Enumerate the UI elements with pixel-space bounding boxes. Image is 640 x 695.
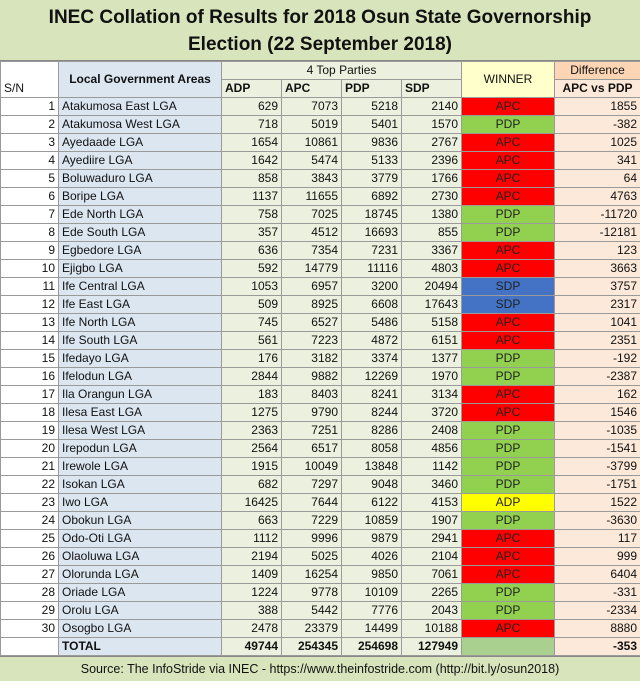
row-apc-votes: 8403 xyxy=(282,386,342,404)
row-sn: 20 xyxy=(1,440,59,458)
row-sdp-votes: 2408 xyxy=(402,422,462,440)
row-apc-vs-pdp: -192 xyxy=(555,350,640,368)
row-apc-votes: 5442 xyxy=(282,602,342,620)
row-sdp-votes: 2730 xyxy=(402,188,462,206)
row-pdp-votes: 4026 xyxy=(342,548,402,566)
row-adp-votes: 2564 xyxy=(222,440,282,458)
row-adp-votes: 561 xyxy=(222,332,282,350)
row-apc-votes: 7073 xyxy=(282,98,342,116)
row-pdp-votes: 12269 xyxy=(342,368,402,386)
row-apc-vs-pdp: -1035 xyxy=(555,422,640,440)
row-lga: Ila Orangun LGA xyxy=(59,386,222,404)
row-apc-vs-pdp: -2387 xyxy=(555,368,640,386)
row-sdp-votes: 2767 xyxy=(402,134,462,152)
row-lga: Ede South LGA xyxy=(59,224,222,242)
row-sn: 23 xyxy=(1,494,59,512)
row-lga: Ilesa West LGA xyxy=(59,422,222,440)
row-apc-votes: 3843 xyxy=(282,170,342,188)
row-apc-votes: 9996 xyxy=(282,530,342,548)
header-sn: S/N xyxy=(1,62,59,98)
table-row xyxy=(1,134,640,152)
row-lga: Boluwaduro LGA xyxy=(59,170,222,188)
row-winner: PDP xyxy=(462,350,555,368)
row-apc-vs-pdp: 64 xyxy=(555,170,640,188)
row-adp-votes: 663 xyxy=(222,512,282,530)
row-apc-votes: 9882 xyxy=(282,368,342,386)
row-sdp-votes: 2140 xyxy=(402,98,462,116)
row-apc-votes: 3182 xyxy=(282,350,342,368)
row-winner: APC xyxy=(462,332,555,350)
row-lga: Irewole LGA xyxy=(59,458,222,476)
header-party-pdp: PDP xyxy=(342,80,402,98)
row-sdp-votes: 20494 xyxy=(402,278,462,296)
row-apc-vs-pdp: -382 xyxy=(555,116,640,134)
row-apc-vs-pdp: -12181 xyxy=(555,224,640,242)
row-sn: 2 xyxy=(1,116,59,134)
row-pdp-votes: 11116 xyxy=(342,260,402,278)
row-apc-votes: 23379 xyxy=(282,620,342,638)
row-adp-votes: 758 xyxy=(222,206,282,224)
row-adp-votes: 2478 xyxy=(222,620,282,638)
row-adp-votes: 16425 xyxy=(222,494,282,512)
row-sn: 17 xyxy=(1,386,59,404)
title-line-2: Election (22 September 2018) xyxy=(188,34,452,55)
row-pdp-votes: 9836 xyxy=(342,134,402,152)
row-sdp-votes: 855 xyxy=(402,224,462,242)
row-lga: Ife Central LGA xyxy=(59,278,222,296)
row-lga: Oriade LGA xyxy=(59,584,222,602)
total-pdp: 254698 xyxy=(342,638,402,656)
row-pdp-votes: 4872 xyxy=(342,332,402,350)
row-sn: 16 xyxy=(1,368,59,386)
table-title xyxy=(0,0,640,61)
row-pdp-votes: 3779 xyxy=(342,170,402,188)
row-sn: 7 xyxy=(1,206,59,224)
row-apc-votes: 4512 xyxy=(282,224,342,242)
row-adp-votes: 1409 xyxy=(222,566,282,584)
row-pdp-votes: 8244 xyxy=(342,404,402,422)
row-winner: APC xyxy=(462,386,555,404)
row-pdp-votes: 9048 xyxy=(342,476,402,494)
row-lga: Odo-Oti LGA xyxy=(59,530,222,548)
source-footer: Source: The InfoStride via INEC - https://www.theinfostride.com (http://bit.ly/osun2018) xyxy=(0,656,640,681)
row-lga: Ifedayo LGA xyxy=(59,350,222,368)
total-apc: 254345 xyxy=(282,638,342,656)
table-row xyxy=(1,242,640,260)
row-sdp-votes: 1377 xyxy=(402,350,462,368)
row-lga: Ifelodun LGA xyxy=(59,368,222,386)
row-apc-vs-pdp: 123 xyxy=(555,242,640,260)
row-apc-vs-pdp: 999 xyxy=(555,548,640,566)
table-row xyxy=(1,296,640,314)
row-winner: PDP xyxy=(462,584,555,602)
row-adp-votes: 357 xyxy=(222,224,282,242)
total-winner xyxy=(462,638,555,656)
row-sdp-votes: 1907 xyxy=(402,512,462,530)
total-sdp: 127949 xyxy=(402,638,462,656)
row-sn: 8 xyxy=(1,224,59,242)
row-sn: 12 xyxy=(1,296,59,314)
row-pdp-votes: 9850 xyxy=(342,566,402,584)
row-sdp-votes: 3460 xyxy=(402,476,462,494)
row-pdp-votes: 14499 xyxy=(342,620,402,638)
row-apc-vs-pdp: 162 xyxy=(555,386,640,404)
table-row xyxy=(1,116,640,134)
row-apc-votes: 6957 xyxy=(282,278,342,296)
row-apc-vs-pdp: 3663 xyxy=(555,260,640,278)
table-row xyxy=(1,224,640,242)
table-row xyxy=(1,566,640,584)
row-winner: PDP xyxy=(462,368,555,386)
table-row xyxy=(1,512,640,530)
row-lga: Olorunda LGA xyxy=(59,566,222,584)
row-adp-votes: 636 xyxy=(222,242,282,260)
row-winner: PDP xyxy=(462,602,555,620)
row-lga: Orolu LGA xyxy=(59,602,222,620)
row-pdp-votes: 5401 xyxy=(342,116,402,134)
table-row xyxy=(1,332,640,350)
row-lga: Ife North LGA xyxy=(59,314,222,332)
header-party-adp: ADP xyxy=(222,80,282,98)
total-adp: 49744 xyxy=(222,638,282,656)
row-lga: Ayedaade LGA xyxy=(59,134,222,152)
row-pdp-votes: 7231 xyxy=(342,242,402,260)
row-adp-votes: 1137 xyxy=(222,188,282,206)
table-row xyxy=(1,314,640,332)
table-row xyxy=(1,620,640,638)
row-apc-vs-pdp: 3757 xyxy=(555,278,640,296)
row-pdp-votes: 16693 xyxy=(342,224,402,242)
table-row xyxy=(1,476,640,494)
title-line-1: INEC Collation of Results for 2018 Osun State Governorship xyxy=(48,7,592,28)
table-row xyxy=(1,278,640,296)
row-pdp-votes: 7776 xyxy=(342,602,402,620)
table-row xyxy=(1,584,640,602)
row-sn: 29 xyxy=(1,602,59,620)
row-sdp-votes: 5158 xyxy=(402,314,462,332)
row-pdp-votes: 18745 xyxy=(342,206,402,224)
row-winner: PDP xyxy=(462,116,555,134)
row-apc-votes: 5474 xyxy=(282,152,342,170)
row-adp-votes: 858 xyxy=(222,170,282,188)
row-apc-votes: 9790 xyxy=(282,404,342,422)
row-winner: PDP xyxy=(462,440,555,458)
row-adp-votes: 2194 xyxy=(222,548,282,566)
row-lga: Isokan LGA xyxy=(59,476,222,494)
row-winner: PDP xyxy=(462,512,555,530)
row-pdp-votes: 5486 xyxy=(342,314,402,332)
row-apc-votes: 8925 xyxy=(282,296,342,314)
table-row xyxy=(1,386,640,404)
row-lga: Iwo LGA xyxy=(59,494,222,512)
row-sn: 6 xyxy=(1,188,59,206)
row-pdp-votes: 3374 xyxy=(342,350,402,368)
row-winner: APC xyxy=(462,566,555,584)
row-apc-votes: 10861 xyxy=(282,134,342,152)
row-winner: APC xyxy=(462,404,555,422)
row-lga: Irepodun LGA xyxy=(59,440,222,458)
row-sn: 4 xyxy=(1,152,59,170)
row-winner: APC xyxy=(462,98,555,116)
row-winner: PDP xyxy=(462,458,555,476)
row-pdp-votes: 5218 xyxy=(342,98,402,116)
row-lga: Ife South LGA xyxy=(59,332,222,350)
row-sn: 5 xyxy=(1,170,59,188)
row-winner: APC xyxy=(462,530,555,548)
row-sdp-votes: 1142 xyxy=(402,458,462,476)
row-apc-vs-pdp: 1546 xyxy=(555,404,640,422)
row-adp-votes: 1275 xyxy=(222,404,282,422)
row-sn: 22 xyxy=(1,476,59,494)
table-row xyxy=(1,188,640,206)
row-winner: APC xyxy=(462,260,555,278)
row-lga: Osogbo LGA xyxy=(59,620,222,638)
row-apc-votes: 7354 xyxy=(282,242,342,260)
row-winner: APC xyxy=(462,314,555,332)
row-pdp-votes: 3200 xyxy=(342,278,402,296)
row-adp-votes: 2363 xyxy=(222,422,282,440)
row-sdp-votes: 3134 xyxy=(402,386,462,404)
row-pdp-votes: 8058 xyxy=(342,440,402,458)
row-sdp-votes: 10188 xyxy=(402,620,462,638)
table-row xyxy=(1,152,640,170)
row-apc-votes: 7644 xyxy=(282,494,342,512)
row-winner: ADP xyxy=(462,494,555,512)
header-row-1 xyxy=(1,62,640,80)
row-apc-vs-pdp: -3630 xyxy=(555,512,640,530)
table-row xyxy=(1,458,640,476)
table-row xyxy=(1,440,640,458)
row-apc-vs-pdp: 117 xyxy=(555,530,640,548)
row-pdp-votes: 10859 xyxy=(342,512,402,530)
table-row xyxy=(1,548,640,566)
row-winner: APC xyxy=(462,134,555,152)
row-sn: 9 xyxy=(1,242,59,260)
row-lga: Ede North LGA xyxy=(59,206,222,224)
row-winner: APC xyxy=(462,242,555,260)
row-apc-vs-pdp: 2317 xyxy=(555,296,640,314)
row-winner: APC xyxy=(462,152,555,170)
row-sn: 30 xyxy=(1,620,59,638)
row-winner: SDP xyxy=(462,296,555,314)
row-apc-vs-pdp: 341 xyxy=(555,152,640,170)
row-adp-votes: 2844 xyxy=(222,368,282,386)
row-sn: 24 xyxy=(1,512,59,530)
header-winner: WINNER xyxy=(462,62,555,98)
row-adp-votes: 1112 xyxy=(222,530,282,548)
row-apc-vs-pdp: 4763 xyxy=(555,188,640,206)
row-sdp-votes: 2396 xyxy=(402,152,462,170)
row-sdp-votes: 4803 xyxy=(402,260,462,278)
table-row xyxy=(1,494,640,512)
row-sn: 26 xyxy=(1,548,59,566)
row-sn: 19 xyxy=(1,422,59,440)
header-party-sdp: SDP xyxy=(402,80,462,98)
row-pdp-votes: 8286 xyxy=(342,422,402,440)
row-sdp-votes: 4856 xyxy=(402,440,462,458)
row-winner: APC xyxy=(462,620,555,638)
row-apc-vs-pdp: -331 xyxy=(555,584,640,602)
row-apc-votes: 7297 xyxy=(282,476,342,494)
row-sdp-votes: 1380 xyxy=(402,206,462,224)
table-row xyxy=(1,368,640,386)
table-row xyxy=(1,260,640,278)
row-pdp-votes: 6608 xyxy=(342,296,402,314)
total-label: TOTAL xyxy=(59,638,222,656)
row-sdp-votes: 3367 xyxy=(402,242,462,260)
table-row xyxy=(1,404,640,422)
row-sn: 18 xyxy=(1,404,59,422)
row-adp-votes: 509 xyxy=(222,296,282,314)
row-apc-votes: 10049 xyxy=(282,458,342,476)
row-winner: SDP xyxy=(462,278,555,296)
row-lga: Egbedore LGA xyxy=(59,242,222,260)
row-winner: PDP xyxy=(462,224,555,242)
row-lga: Ejigbo LGA xyxy=(59,260,222,278)
row-pdp-votes: 13848 xyxy=(342,458,402,476)
row-apc-vs-pdp: 6404 xyxy=(555,566,640,584)
row-adp-votes: 629 xyxy=(222,98,282,116)
row-adp-votes: 682 xyxy=(222,476,282,494)
row-pdp-votes: 8241 xyxy=(342,386,402,404)
row-apc-vs-pdp: -2334 xyxy=(555,602,640,620)
row-apc-vs-pdp: 1522 xyxy=(555,494,640,512)
row-sn: 3 xyxy=(1,134,59,152)
row-apc-votes: 11655 xyxy=(282,188,342,206)
row-lga: Boripe LGA xyxy=(59,188,222,206)
results-table xyxy=(0,61,640,656)
row-sn: 13 xyxy=(1,314,59,332)
total-diff: -353 xyxy=(555,638,640,656)
row-lga: Atakumosa West LGA xyxy=(59,116,222,134)
row-apc-votes: 5019 xyxy=(282,116,342,134)
row-adp-votes: 183 xyxy=(222,386,282,404)
row-adp-votes: 388 xyxy=(222,602,282,620)
total-row xyxy=(1,638,640,656)
header-apc-vs-pdp: APC vs PDP xyxy=(555,80,640,98)
table-row xyxy=(1,422,640,440)
row-winner: APC xyxy=(462,188,555,206)
table-row xyxy=(1,98,640,116)
row-apc-votes: 7251 xyxy=(282,422,342,440)
row-apc-vs-pdp: -3799 xyxy=(555,458,640,476)
row-adp-votes: 718 xyxy=(222,116,282,134)
row-sn: 28 xyxy=(1,584,59,602)
row-apc-votes: 7025 xyxy=(282,206,342,224)
row-apc-votes: 6517 xyxy=(282,440,342,458)
row-apc-vs-pdp: -11720 xyxy=(555,206,640,224)
row-pdp-votes: 6892 xyxy=(342,188,402,206)
table-row xyxy=(1,170,640,188)
row-lga: Atakumosa East LGA xyxy=(59,98,222,116)
row-adp-votes: 1915 xyxy=(222,458,282,476)
row-apc-vs-pdp: 1025 xyxy=(555,134,640,152)
row-apc-votes: 16254 xyxy=(282,566,342,584)
row-apc-votes: 9778 xyxy=(282,584,342,602)
table-row xyxy=(1,530,640,548)
row-sdp-votes: 4153 xyxy=(402,494,462,512)
row-adp-votes: 1654 xyxy=(222,134,282,152)
row-sdp-votes: 2043 xyxy=(402,602,462,620)
row-sdp-votes: 3720 xyxy=(402,404,462,422)
table-row xyxy=(1,206,640,224)
row-winner: PDP xyxy=(462,422,555,440)
row-sdp-votes: 2265 xyxy=(402,584,462,602)
row-winner: APC xyxy=(462,170,555,188)
row-apc-votes: 5025 xyxy=(282,548,342,566)
table-row xyxy=(1,602,640,620)
row-sdp-votes: 1766 xyxy=(402,170,462,188)
row-sdp-votes: 2941 xyxy=(402,530,462,548)
row-apc-votes: 6527 xyxy=(282,314,342,332)
row-winner: APC xyxy=(462,548,555,566)
row-sn: 10 xyxy=(1,260,59,278)
row-adp-votes: 592 xyxy=(222,260,282,278)
header-parties-group: 4 Top Parties xyxy=(222,62,462,80)
row-sdp-votes: 17643 xyxy=(402,296,462,314)
row-winner: PDP xyxy=(462,476,555,494)
row-adp-votes: 1053 xyxy=(222,278,282,296)
row-sn: 14 xyxy=(1,332,59,350)
header-difference: Difference xyxy=(555,62,640,80)
row-apc-vs-pdp: 1855 xyxy=(555,98,640,116)
row-sn: 1 xyxy=(1,98,59,116)
header-party-apc: APC xyxy=(282,80,342,98)
row-adp-votes: 745 xyxy=(222,314,282,332)
row-apc-vs-pdp: -1751 xyxy=(555,476,640,494)
row-adp-votes: 176 xyxy=(222,350,282,368)
row-sn: 25 xyxy=(1,530,59,548)
row-apc-votes: 14779 xyxy=(282,260,342,278)
row-pdp-votes: 9879 xyxy=(342,530,402,548)
row-sdp-votes: 1970 xyxy=(402,368,462,386)
row-apc-vs-pdp: 1041 xyxy=(555,314,640,332)
row-adp-votes: 1642 xyxy=(222,152,282,170)
row-sn: 11 xyxy=(1,278,59,296)
row-lga: Obokun LGA xyxy=(59,512,222,530)
row-apc-votes: 7229 xyxy=(282,512,342,530)
row-apc-vs-pdp: 2351 xyxy=(555,332,640,350)
row-lga: Ife East LGA xyxy=(59,296,222,314)
row-sdp-votes: 1570 xyxy=(402,116,462,134)
row-pdp-votes: 10109 xyxy=(342,584,402,602)
row-apc-vs-pdp: 8880 xyxy=(555,620,640,638)
header-lga: Local Government Areas xyxy=(59,62,222,98)
row-winner: PDP xyxy=(462,206,555,224)
total-sn xyxy=(1,638,59,656)
row-pdp-votes: 5133 xyxy=(342,152,402,170)
row-apc-votes: 7223 xyxy=(282,332,342,350)
results-body xyxy=(1,98,640,638)
row-pdp-votes: 6122 xyxy=(342,494,402,512)
row-adp-votes: 1224 xyxy=(222,584,282,602)
row-sn: 15 xyxy=(1,350,59,368)
row-apc-vs-pdp: -1541 xyxy=(555,440,640,458)
row-lga: Ayediire LGA xyxy=(59,152,222,170)
row-sn: 27 xyxy=(1,566,59,584)
row-sn: 21 xyxy=(1,458,59,476)
row-sdp-votes: 6151 xyxy=(402,332,462,350)
row-sdp-votes: 7061 xyxy=(402,566,462,584)
row-lga: Olaoluwa LGA xyxy=(59,548,222,566)
row-lga: Ilesa East LGA xyxy=(59,404,222,422)
table-row xyxy=(1,350,640,368)
row-sdp-votes: 2104 xyxy=(402,548,462,566)
